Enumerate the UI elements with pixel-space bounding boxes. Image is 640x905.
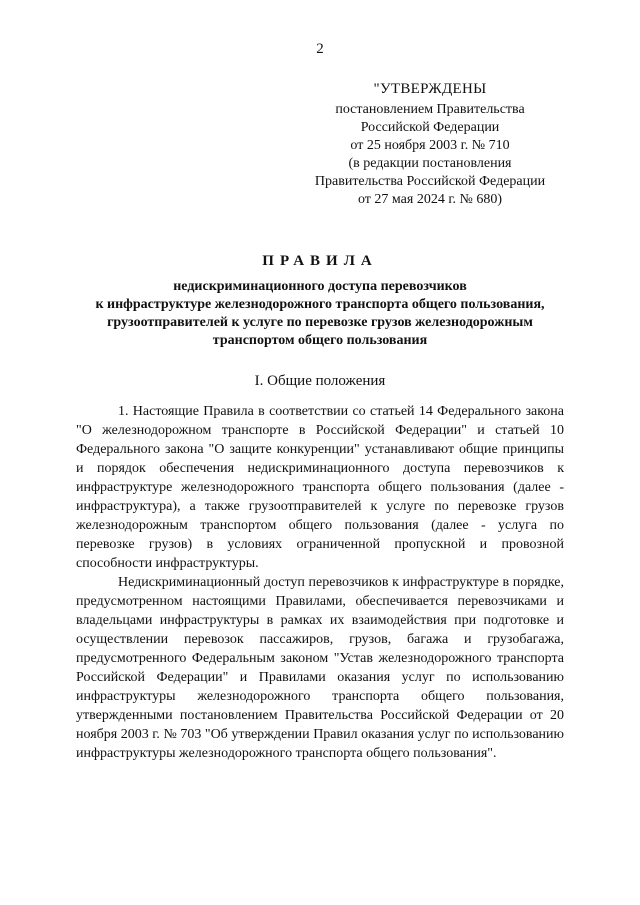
section-heading: I. Общие положения (254, 373, 386, 389)
subtitle-line: к инфраструктуре железнодорожного транспорта общего пользования, (95, 297, 545, 312)
subtitle-line: грузоотправителей к услуге по перевозке грузов железнодорожным (107, 315, 533, 330)
paragraph: 1. Настоящие Правила в соответствии со статьей 14 Федерального закона "О железнодорожном транспорте в Российской Федерации" и статьей 10 Федерального закона "О защите конкуренции" устанавливают общие принципы и порядок обеспечения недискриминационного доступа перевозчиков к инфраструктуре железнодорожного транспорта общего пользования (далее - инфраструктура), а также грузоотправителей к услуге по перевозке грузов железнодорожным транспортом общего пользования (далее - услуга по перевозке грузов) в условиях ограниченной пропускной и провозной способности инфраструктуры. (76, 404, 564, 571)
document-title-block (70, 252, 570, 350)
approval-line: Российской Федерации (360, 120, 500, 135)
subtitle-line: транспортом общего пользования (212, 333, 428, 348)
approval-line: постановлением Правительства (335, 102, 525, 117)
subtitle-line: недискриминационного доступа перевозчиков (173, 279, 467, 294)
document-body (76, 402, 564, 763)
approval-line: от 27 мая 2024 г. № 680) (357, 192, 503, 207)
document-title: ПРАВИЛА (262, 253, 378, 269)
approval-heading: "УТВЕРЖДЕНЫ (373, 81, 487, 97)
approval-line: Правительства Российской Федерации (314, 174, 546, 189)
approval-line: от 25 ноября 2003 г. № 710 (350, 138, 510, 153)
approval-stamp (300, 80, 560, 209)
paragraph: Недискриминационный доступ перевозчиков к инфраструктуре в порядке, предусмотренном настоящими Правилами, обеспечивается перевозчиками и владельцами инфраструктуры в рамках их взаимодействия при подготовке и осуществлении перевозок пассажиров, грузов, багажа и грузобагажа, предусмотренного Федеральным законом "Устав железнодорожного транспорта Российской Федерации" и Правилами оказания услуг по использованию инфраструктуры железнодорожного транспорта общего пользования, утвержденными постановлением Правительства Российской Федерации от 20 ноября 2003 г. № 703 "Об утверждении Правил оказания услуг по использованию инфраструктуры железнодорожного транспорта общего пользования". (76, 575, 564, 761)
approval-line: (в редакции постановления (348, 156, 512, 171)
page-number: 2 (316, 41, 324, 57)
